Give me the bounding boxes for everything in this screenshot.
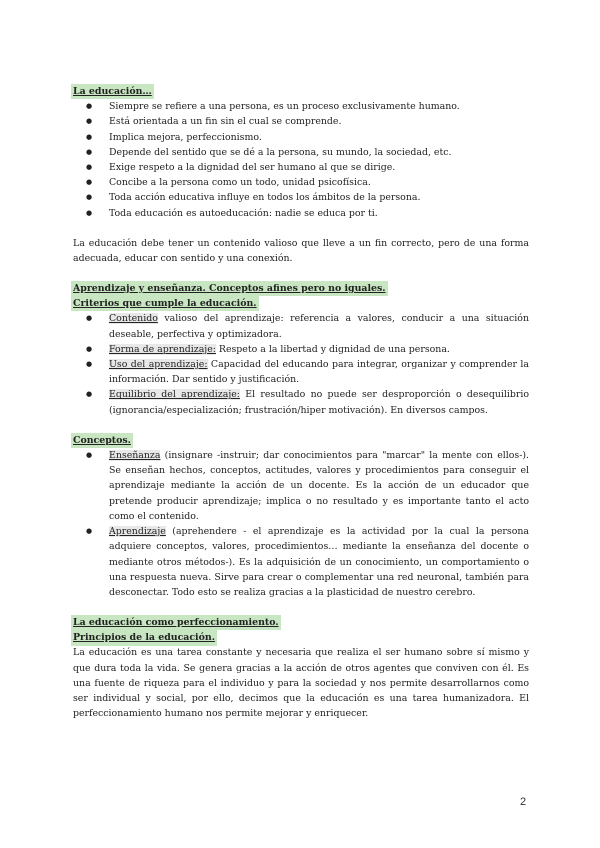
section-heading-perfection: La educación como perfeccionamiento. — [73, 615, 529, 630]
concept-text: (aprehendere - el aprendizaje es la actividad por la cual la persona adquiere conceptos, valores, procedimientos… mediante la enseñanza del docente o mediante otros métodos-). Es la adquisición de un conocimiento, un comportamiento o una respuesta nueva. Sirve para crear o complementar una red neuronal, también para desconectar. Todo esto se realiza gracias a la plasticidad de nuestro cerebro. — [109, 526, 529, 598]
concept-text: (insignare -instruir; dar conocimientos para "marcar" la mente con ellos-). Se enseñan hechos, conceptos, actitudes, valores y procedimientos para conseguir el aprendizaje mediante la acción de un docente. Es la acción de un educador que pretende producir aprendizaje; implica o no resultado y es importante tanto el acto como el contenido. — [109, 450, 529, 522]
list-item: ● Concibe a la persona como un todo, unidad psicofísica. — [73, 175, 529, 190]
list-item: ● Depende del sentido que se dé a la persona, su mundo, la sociedad, etc. — [73, 145, 529, 160]
criteria-text: Respeto a la libertad y dignidad de una persona. — [215, 343, 450, 355]
list-item: ● Siempre se refiere a una persona, es un proceso exclusivamente humano. — [73, 99, 529, 114]
list-item: ● Toda acción educativa influye en todos los ámbitos de la persona. — [73, 190, 529, 205]
page-number: 2 — [520, 796, 527, 808]
list-item — [73, 524, 529, 600]
section-heading-concepts: Conceptos. — [73, 433, 529, 448]
section-subheading-principles: Principios de la educación. — [73, 630, 529, 645]
section-heading-education: La educación… — [73, 84, 529, 99]
list-item — [73, 448, 529, 524]
criteria-term: Uso del aprendizaje: — [109, 359, 208, 371]
criteria-term: Forma de aprendizaje: — [109, 343, 216, 355]
education-paragraph: La educación debe tener un contenido valioso que lleve a un fin correcto, pero de una forma adecuada, educar con sentido y una conexión. — [73, 237, 529, 264]
section-heading-learning: Aprendizaje y enseñanza. Conceptos afines pero no iguales. — [73, 281, 529, 296]
criteria-list — [73, 311, 529, 417]
list-item — [73, 387, 529, 417]
list-item: ● Toda educación es autoeducación: nadie se educa por ti. — [73, 206, 529, 221]
list-item: ● Está orientada a un fin sin el cual se comprende. — [73, 114, 529, 129]
concepts-list — [73, 448, 529, 600]
list-item: ● Exige respeto a la dignidad del ser humano al que se dirige. — [73, 160, 529, 175]
criteria-term: Contenido — [109, 313, 158, 325]
section-subheading-criteria: Criterios que cumple la educación. — [73, 296, 529, 311]
criteria-text: valioso del aprendizaje: referencia a valores, conducir a una situación deseable, perfectiva y optimizadora. — [109, 313, 529, 340]
list-item — [73, 311, 529, 341]
list-item — [73, 357, 529, 387]
page-content — [73, 84, 529, 722]
perfection-paragraph: La educación es una tarea constante y necesaria que realiza el ser humano sobre sí mismo y que dura toda la vida. Se genera gracias a la acción de otros agentes que conviven con él. Es una fuente de riqueza para el individuo y para la sociedad y nos permite desarrollarnos como ser individual y social, por ello, decimos que la educación es una tarea humanizadora. El perfeccionamiento humano nos permite mejorar y enriquecer. — [73, 647, 529, 720]
list-item — [73, 342, 529, 357]
criteria-term: Equilibrio del aprendizaje: — [109, 389, 240, 401]
education-bullet-list — [73, 99, 529, 221]
criteria-text: Capacidad del educando para integrar, organizar y comprender la información. Dar sentido y justificación. — [109, 359, 530, 386]
concept-term: Enseñanza — [109, 450, 161, 462]
list-item: ● Implica mejora, perfeccionismo. — [73, 130, 529, 145]
concept-term: Aprendizaje — [109, 526, 166, 538]
criteria-text: El resultado no puede ser desproporción o desequilibrio (ignorancia/especialización; frustración/hiper motivación). En diversos campos. — [109, 389, 529, 416]
